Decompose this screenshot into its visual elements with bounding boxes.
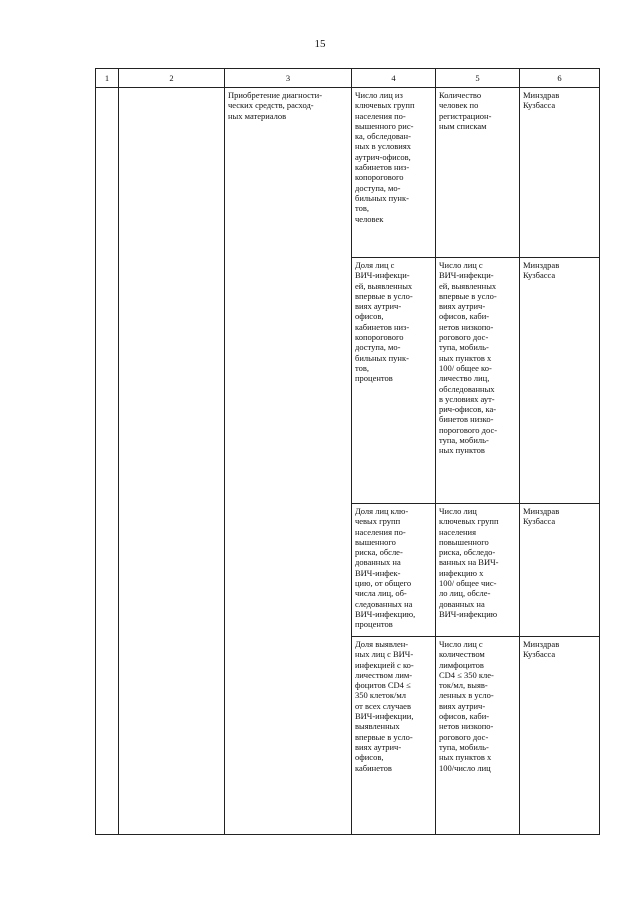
responsible-cell xyxy=(520,504,600,637)
column-number: 5 xyxy=(436,69,520,88)
indicator-text: Доля выявлен- ных лиц с ВИЧ- инфекцией с ко- личеством лим- фоцитов CD4 ≤ 350 клеток/мл от всех случаев ВИЧ-инфекции, выявленных впервые в усло- виях аутрич- офисов, кабинетов xyxy=(355,639,414,773)
cell-col2 xyxy=(119,88,225,835)
indicator-text: Число лиц из ключевых групп населения по- вышенного рис- ка, обследован- ных в условиях аутрич-офисов, кабинетов низ- копорогового доступа, мо- бильных пунк- тов, человек xyxy=(355,90,415,224)
responsible-text: Минздрав Кузбасса xyxy=(523,90,560,111)
responsible-text: Минздрав Кузбасса xyxy=(523,506,560,527)
column-number-row xyxy=(96,69,600,88)
indicator-text: Доля лиц клю- чевых групп населения по- вышенного риска, обсле- дованных на ВИЧ-инфек- цию, от общего числа лиц, об- следованных на ВИЧ-инфекцию, процентов xyxy=(355,506,416,630)
indicator-cell xyxy=(352,504,436,637)
column-number: 3 xyxy=(225,69,352,88)
formula-cell xyxy=(436,258,520,504)
column-number: 1 xyxy=(96,69,119,88)
responsible-text: Минздрав Кузбасса xyxy=(523,260,560,281)
formula-text: Число лиц с количеством лимфоцитов CD4 ≤ 350 кле- ток/мл, выяв- ленных в усло- виях аутрич- офисов, каби- нетов низкопо- рогового дос- тупа, мобиль- ных пунктов х 100/число лиц xyxy=(439,639,494,773)
indicators-table xyxy=(95,68,600,835)
indicator-cell xyxy=(352,258,436,504)
measure-name-cell xyxy=(225,88,352,835)
column-number: 6 xyxy=(520,69,600,88)
formula-text: Количество человек по регистрацион- ным спискам xyxy=(439,90,492,131)
formula-cell xyxy=(436,504,520,637)
formula-text: Число лиц с ВИЧ-инфекци- ей, выявленных впервые в усло- виях аутрич- офисов, каби- нетов низкопо- рогового дос- тупа, мобиль- ных пунктов х 100/ общее ко- личество лиц, обследованных в условиях аут- рич-офисов, ка- бинетов низко- порогового дос- тупа, мобиль- ных пунктов xyxy=(439,260,498,456)
formula-cell xyxy=(436,88,520,258)
responsible-cell xyxy=(520,258,600,504)
cell-col1 xyxy=(96,88,119,835)
responsible-cell xyxy=(520,637,600,835)
indicator-text: Доля лиц с ВИЧ-инфекци- ей, выявленных впервые в усло- виях аутрич- офисов, кабинетов низ- копорогового доступа, мо- бильных пунк- тов, процентов xyxy=(355,260,413,384)
table-row xyxy=(96,88,600,258)
indicator-cell xyxy=(352,637,436,835)
formula-cell xyxy=(436,637,520,835)
indicator-cell xyxy=(352,88,436,258)
responsible-text: Минздрав Кузбасса xyxy=(523,639,560,660)
column-number: 4 xyxy=(352,69,436,88)
measure-name: Приобретение диагности- ческих средств, расход- ных материалов xyxy=(228,90,323,121)
column-number: 2 xyxy=(119,69,225,88)
page-number: 15 xyxy=(314,38,326,50)
responsible-cell xyxy=(520,88,600,258)
formula-text: Число лиц ключевых групп населения повышенного риска, обследо- ванных на ВИЧ- инфекцию х 100/ общее чис- ло лиц, обсле- дованных на ВИЧ-инфекцию xyxy=(439,506,499,619)
